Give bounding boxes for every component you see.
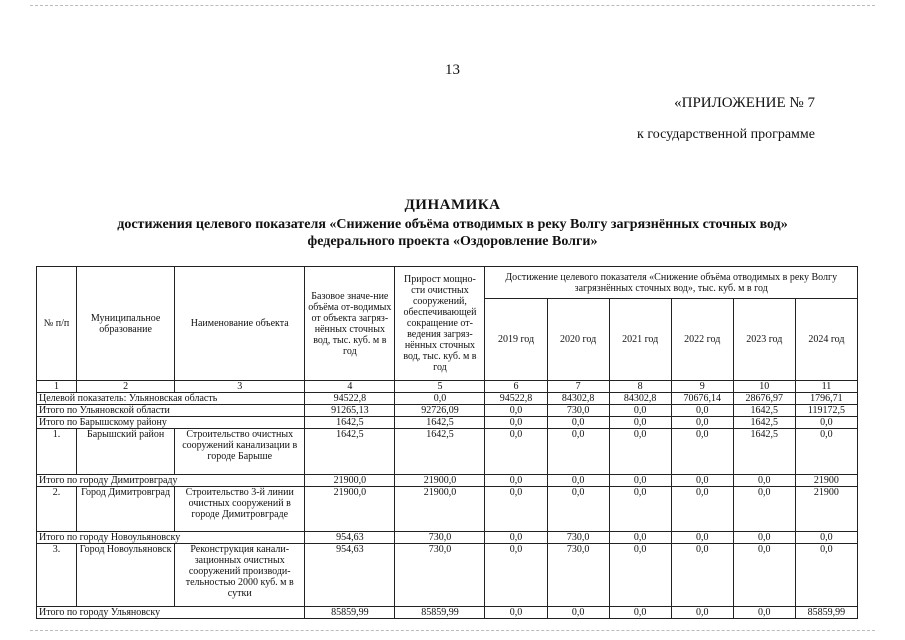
row-year-value: 1642,5 (733, 429, 795, 475)
header-year: 2022 год (671, 299, 733, 381)
row-year-value: 0,0 (671, 544, 733, 607)
row-label: Итого по городу Новоульяновску (37, 532, 305, 544)
row-base-value: 21900,0 (305, 475, 395, 487)
row-object: Строительство 3-й линии очистных сооружений в городе Димитровграде (175, 487, 305, 532)
row-year-value: 0,0 (485, 429, 547, 475)
row-year-value: 0,0 (485, 405, 547, 417)
row-year-value: 0,0 (733, 475, 795, 487)
row-base-value: 85859,99 (305, 607, 395, 619)
row-year-value: 21900 (795, 487, 857, 532)
row-year-value: 0,0 (485, 475, 547, 487)
row-increase-value: 21900,0 (395, 487, 485, 532)
header-year: 2024 год (795, 299, 857, 381)
page-edge-top (30, 5, 875, 6)
document-title: ДИНАМИКА (404, 197, 501, 213)
table-row (37, 487, 858, 532)
row-year-value: 730,0 (547, 532, 609, 544)
header-year: 2023 год (733, 299, 795, 381)
column-number: 9 (671, 381, 733, 393)
page-edge-bottom (30, 630, 875, 631)
row-year-value: 0,0 (795, 417, 857, 429)
row-year-value: 1796,71 (795, 393, 857, 405)
row-year-value: 0,0 (485, 544, 547, 607)
row-year-value: 0,0 (795, 532, 857, 544)
row-year-value: 0,0 (671, 487, 733, 532)
table-total-row (37, 607, 858, 619)
row-label: Итого по Барышскому району (37, 417, 305, 429)
row-base-value: 21900,0 (305, 487, 395, 532)
row-year-value: 0,0 (547, 429, 609, 475)
row-number: 1. (37, 429, 77, 475)
header-year: 2020 год (547, 299, 609, 381)
row-year-value: 0,0 (609, 405, 671, 417)
row-increase-value: 21900,0 (395, 475, 485, 487)
row-increase-value: 1642,5 (395, 417, 485, 429)
row-label: Итого по Ульяновской области (37, 405, 305, 417)
row-year-value: 0,0 (671, 475, 733, 487)
row-year-value: 0,0 (671, 417, 733, 429)
row-year-value: 0,0 (609, 475, 671, 487)
column-number: 3 (175, 381, 305, 393)
row-number: 2. (37, 487, 77, 532)
row-increase-value: 85859,99 (395, 607, 485, 619)
row-year-value: 1642,5 (733, 417, 795, 429)
row-base-value: 94522,8 (305, 393, 395, 405)
row-increase-value: 0,0 (395, 393, 485, 405)
row-year-value: 730,0 (547, 405, 609, 417)
row-label: Итого по городу Димитровграду (37, 475, 305, 487)
column-number: 6 (485, 381, 547, 393)
column-number: 11 (795, 381, 857, 393)
subtitle-line-1: достижения целевого показателя «Снижение объёма отводимых в реку Волгу загрязнённых сточных вод» (117, 217, 788, 232)
row-increase-value: 92726,09 (395, 405, 485, 417)
row-year-value: 0,0 (547, 487, 609, 532)
row-year-value: 730,0 (547, 544, 609, 607)
row-year-value: 119172,5 (795, 405, 857, 417)
table-total-row (37, 393, 858, 405)
column-number: 8 (609, 381, 671, 393)
page-number: 13 (445, 62, 460, 78)
header-num: № п/п (37, 267, 77, 381)
row-base-value: 91265,13 (305, 405, 395, 417)
row-year-value: 0,0 (671, 429, 733, 475)
row-year-value: 0,0 (485, 532, 547, 544)
column-number: 2 (77, 381, 175, 393)
row-increase-value: 730,0 (395, 544, 485, 607)
column-number: 4 (305, 381, 395, 393)
row-year-value: 0,0 (671, 607, 733, 619)
row-year-value: 0,0 (671, 532, 733, 544)
row-increase-value: 1642,5 (395, 429, 485, 475)
row-year-value: 85859,99 (795, 607, 857, 619)
table-total-row (37, 417, 858, 429)
row-year-value: 0,0 (547, 417, 609, 429)
row-year-value: 0,0 (485, 487, 547, 532)
table-total-row (37, 532, 858, 544)
row-year-value: 0,0 (485, 607, 547, 619)
row-year-value: 0,0 (609, 544, 671, 607)
table-row (37, 544, 858, 607)
row-year-value: 0,0 (733, 532, 795, 544)
row-object: Строительство очистных сооружений канализации в городе Барыше (175, 429, 305, 475)
column-number: 5 (395, 381, 485, 393)
row-year-value: 0,0 (547, 607, 609, 619)
column-number: 1 (37, 381, 77, 393)
row-year-value: 0,0 (609, 532, 671, 544)
row-year-value: 84302,8 (547, 393, 609, 405)
row-base-value: 1642,5 (305, 417, 395, 429)
row-municipality: Город Димитровград (77, 487, 175, 532)
header-object: Наименование объекта (175, 267, 305, 381)
row-year-value: 0,0 (609, 417, 671, 429)
row-year-value: 94522,8 (485, 393, 547, 405)
row-object: Реконструкция канали-зационных очистных сооружений производи-тельностью 2000 куб. м в сутки (175, 544, 305, 607)
row-base-value: 1642,5 (305, 429, 395, 475)
row-label: Итого по городу Ульяновску (37, 607, 305, 619)
row-year-value: 0,0 (609, 607, 671, 619)
dynamics-table (36, 266, 858, 619)
table-total-row (37, 405, 858, 417)
table-total-row (37, 475, 858, 487)
column-number: 7 (547, 381, 609, 393)
row-base-value: 954,63 (305, 532, 395, 544)
row-year-value: 0,0 (547, 475, 609, 487)
row-year-value: 84302,8 (609, 393, 671, 405)
row-year-value: 0,0 (795, 429, 857, 475)
row-municipality: Барышский район (77, 429, 175, 475)
row-increase-value: 730,0 (395, 532, 485, 544)
row-year-value: 0,0 (671, 405, 733, 417)
row-year-value: 0,0 (733, 487, 795, 532)
header-achievement: Достижение целевого показателя «Снижение объёма отводимых в реку Волгу загрязнённых сточных вод», тыс. куб. м в год (485, 267, 858, 299)
row-number: 3. (37, 544, 77, 607)
row-year-value: 0,0 (485, 417, 547, 429)
column-number: 10 (733, 381, 795, 393)
subtitle-line-2: федерального проекта «Оздоровление Волги» (307, 234, 598, 249)
header-increase: Прирост мощно-сти очистных сооружений, обеспечивающей сокращение от-ведения загряз-нённых сточных вод, тыс. куб. м в год (395, 267, 485, 381)
table-row (37, 429, 858, 475)
appendix-title: «ПРИЛОЖЕНИЕ № 7 (674, 95, 815, 111)
appendix-subtitle: к государственной программе (637, 127, 815, 142)
document-subtitle (0, 216, 905, 250)
header-year: 2019 год (485, 299, 547, 381)
header-municipality: Муниципальное образование (77, 267, 175, 381)
header-year: 2021 год (609, 299, 671, 381)
header-base: Базовое значе-ние объёма от-водимых от объекта загряз-нённых сточных вод, тыс. куб. м в год (305, 267, 395, 381)
row-year-value: 0,0 (733, 607, 795, 619)
row-year-value: 1642,5 (733, 405, 795, 417)
row-year-value: 28676,97 (733, 393, 795, 405)
row-year-value: 21900 (795, 475, 857, 487)
row-year-value: 0,0 (609, 487, 671, 532)
row-base-value: 954,63 (305, 544, 395, 607)
row-year-value: 0,0 (733, 544, 795, 607)
row-year-value: 0,0 (795, 544, 857, 607)
row-year-value: 0,0 (609, 429, 671, 475)
row-year-value: 70676,14 (671, 393, 733, 405)
row-label: Целевой показатель: Ульяновская область (37, 393, 305, 405)
row-municipality: Город Новоульяновск (77, 544, 175, 607)
